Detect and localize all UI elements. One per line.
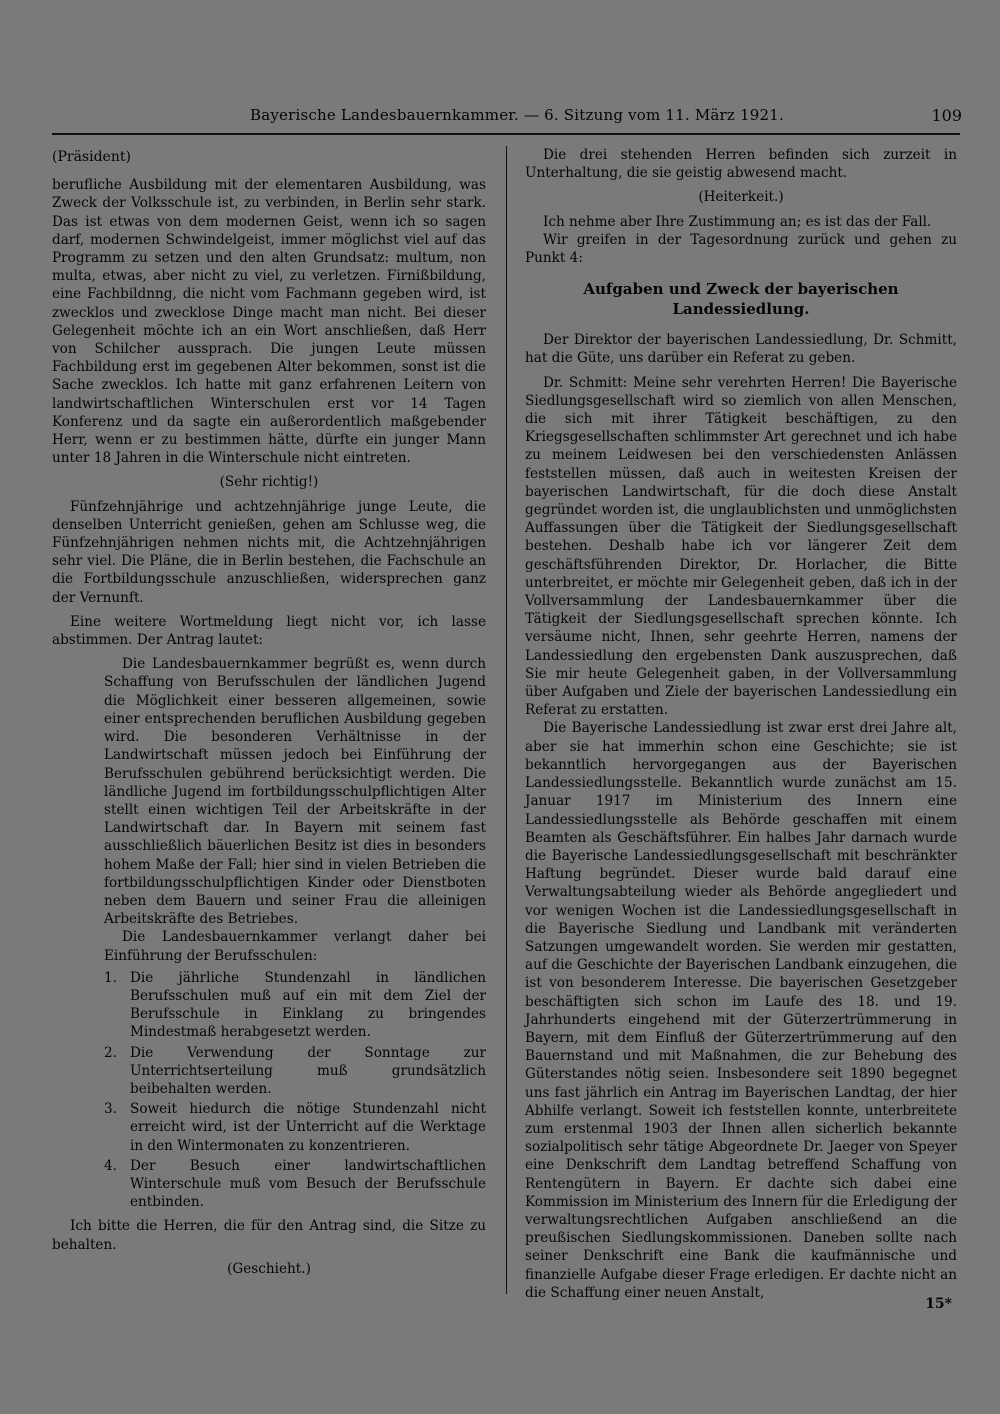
page-header: [50, 104, 962, 134]
item-text: Die Verwendung der Sonntage zur Unterrichtserteilung muß grundsätzlich beibehalten werden.: [130, 1044, 486, 1097]
item-number: 4.: [104, 1157, 117, 1174]
paragraph: Ich bitte die Herren, die für den Antrag sind, die Sitze zu behalten.: [52, 1218, 486, 1253]
paragraph: Fünfzehnjährige und achtzehnjährige junge Leute, die denselben Unterricht genießen, gehen am Schlusse weg, die Fünfzehnjährigen nehmen nichts mit, die Achtzehnjährigen sehr viel. Die Pläne, die in Berlin bestehen, die Fachschule an die Fortbildungsschule anzuschließen, widersprechen ganz der Vernunft.: [52, 498, 486, 606]
left-column: [52, 146, 486, 1284]
list-item: [104, 969, 486, 1042]
column-divider: [506, 146, 507, 1294]
interjection: (Heiterkeit.): [698, 189, 784, 206]
motion-list: [104, 969, 486, 1212]
paragraph: Ich nehme aber Ihre Zustimmung an; es ist das der Fall.: [543, 213, 932, 230]
paragraph: Der Direktor der bayerischen Landessiedlung, Dr. Schmitt, hat die Güte, uns darüber ein Referat zu geben.: [525, 332, 957, 367]
paragraph: Die drei stehenden Herren befinden sich zurzeit in Unterhaltung, die sie geistig abwesend macht.: [525, 147, 957, 182]
page-number: 109: [931, 106, 962, 125]
header-rule: [52, 133, 960, 135]
item-number: 3.: [104, 1101, 117, 1118]
item-number: 1.: [104, 969, 117, 986]
speaker-label: (Präsident): [52, 149, 131, 165]
paragraph: Eine weitere Wortmeldung liegt nicht vor, ich lasse abstimmen. Der Antrag lautet:: [52, 613, 486, 649]
sheet-signature: 15*: [925, 1296, 952, 1312]
right-column: [525, 146, 957, 1302]
interjection: (Sehr richtig!): [219, 474, 319, 491]
list-item: [104, 1157, 486, 1212]
item-text: Die jährliche Stundenzahl in ländlichen Berufsschulen muß auf ein mit dem Ziel der Berufsschule in Einklang zu bringendes Mindestmaß herabgesetzt werden.: [130, 969, 486, 1041]
list-item: [104, 1044, 486, 1099]
paragraph: berufliche Ausbildung mit der elementaren Ausbildung, was Zweck der Volksschule ist, zu verbinden, in Berlin sehr stark. Das ist etwas von dem modernen Geist, wenn ich so sagen darf, modernen Schwindelgeist, immer möglichst viel auf das Programm zu setzen und den alten Grundsatz: multum, non multa, etwas, aber nicht zu viel, zu verletzen. Firnißbildung, eine Fachbildnng, die nicht vom Fachmann gegeben wird, ist zwecklos und zwecklose Dinge macht man nicht. Bei dieser Gelegenheit möchte ich an ein Wort anschließen, daß Herr von Schilcher aussprach. Die jungen Leute müssen Fachbildung erst im gegebenen Alter bekommen, sonst ist die Sache zwecklos. Ich hatte mit ganz erfahrenen Leitern von landwirtschaftlichen Winterschulen erst vor 14 Tagen Konferenz und da sagte ein außerordentlich maßgebender Herr, wenn er zu bestimmen hätte, dürfte ein junger Mann unter 18 Jahren in die Winterschule nicht eintreten.: [52, 177, 486, 467]
running-title: Bayerische Landesbauernkammer. — 6. Sitzung vom 11. März 1921.: [250, 106, 784, 124]
list-item: [104, 1100, 486, 1155]
motion-text: [104, 655, 486, 1211]
paragraph: Die Bayerische Landessiedlung ist zwar erst drei Jahre alt, aber sie hat immerhin schon eine Geschichte; sie ist bekanntlich hervorgegangen aus der Bayerischen Landessiedlungsstelle. Bekanntlich wurde zunächst am 15. Januar 1917 im Ministerium des Innern eine Landessiedlungsstelle als Behörde geschaffen mit einem Beamten als Geschäftsführer. Ein halbes Jahr darnach wurde die Bayerische Landessiedlungsgesellschaft mit beschränkter Haftung begründet. Dieser wurde bald darauf eine Verwaltungsabteilung wieder als Behörde angegliedert und vor wenigen Wochen ist die Landessiedlungsgesellschaft in die Bayerische Siedlung und Landbank mit veränderten Satzungen umgewandelt worden. Sie werden mir gestatten, auf die Geschichte der Bayerischen Landbank einzugehen, die ist von besonderem Interesse. Die bayerischen Gesetzgeber beschäftigten sich schon im Laufe des 18. und 19. Jahrhunderts eingehend mit der Güterzertrümmerung in Bayern, mit dem Einfluß der Güterzertrümmerung auf den Bauernstand und mit Maßnahmen, die zur Behebung des Güterstandes nötig seien. Insbesondere seit 1890 begegnet uns fast jährlich ein Antrag im Bayerischen Landtag, der hier Abhilfe verlangt. Soweit ich feststellen konnte, unterbreitete zum erstenmal 1903 der Ihnen allen sicherlich bekannte sozialpolitisch sehr tätige Abgeordnete Dr. Jaeger von Speyer eine Denkschrift dem Landtag betreffend Schaffung von Rentengütern in Bayern. Er dachte sich dabei eine Kommission im Ministerium des Innern für die Erledigung der verwaltungsrechtlichen Aufgaben anschließend an die preußischen Siedlungskommissionen. Daneben sollte nach seiner Denkschrift eine Bank die kaufmännische und finanzielle Aufgabe dieser Frage erledigen. Er dachte nicht an die Schaffung einer neuen Anstalt,: [525, 720, 957, 1301]
item-text: Der Besuch einer landwirtschaftlichen Winterschule muß vom Besuch der Berufsschule entbinden.: [130, 1157, 486, 1211]
motion-paragraph: Die Landesbauernkammer verlangt daher bei Einführung der Berufsschulen:: [104, 929, 486, 964]
motion-paragraph: Die Landesbauernkammer begrüßt es, wenn durch Schaffung von Berufsschulen der ländlichen Jugend die Möglichkeit einer besseren allgemeinen, sowie einer entsprechenden beruflichen Ausbildung gegeben wird. Die besonderen Verhältnisse in der Landwirtschaft müssen jedoch bei Einführung der Berufsschulen gebührend berücksichtigt werden. Die ländliche Jugend im fortbildungsschulpflichtigen Alter stellt einen wichtigen Teil der Arbeitskräfte in der Landwirtschaft dar. In Bayern mit seinem fast ausschließlich bäuerlichen Besitz ist dies in besonders hohem Maße der Fall; hier sind in vielen Betrieben die fortbildungsschulpflichtigen Kinder oder Dienstboten neben dem Bauern und seiner Frau die alleinigen Arbeitskräfte des Betriebes.: [104, 656, 486, 928]
section-heading: Aufgaben und Zweck der bayerischen Landessiedlung.: [583, 280, 899, 319]
paragraph: Dr. Schmitt: Meine sehr verehrten Herren! Die Bayerische Siedlungsgesellschaft wird so ziemlich von allen Menschen, die sich mit ihrer Tätigkeit beschäftigen, zu den Kriegsgesellschaften schlimmster Art gerechnet und ich habe zu meinem Leidwesen bei den verschiedensten Anlässen feststellen müssen, daß auch in weitesten Kreisen der bayerischen Landwirtschaft, für die doch diese Anstalt gegründet worden ist, die unglaublichsten und unmöglichsten Auffassungen über die Tätigkeit der Siedlungsgesellschaft bestehen. Deshalb habe ich vor längerer Zeit dem geschäftsführenden Direktor, Dr. Horlacher, die Bitte unterbreitet, er möchte mir Gelegenheit geben, daß ich in der Vollversammlung der Landesbauernkammer über die Tätigkeit der Siedlungsgesellschaft sprechen könnte. Ich versäume nicht, Ihnen, sehr geehrte Herren, namens der Landessiedlung den ergebensten Dank auszusprechen, daß Sie mir heute Gelegenheit gaben, in der Vollversammlung über Aufgaben und Ziele der bayerischen Landessiedlung ein Referat zu erstatten.: [525, 374, 957, 719]
interjection: (Geschieht.): [227, 1260, 311, 1277]
item-text: Soweit hiedurch die nötige Stundenzahl nicht erreicht wird, ist der Unterricht auf die Werktage in den Wintermonaten zu konzentrieren.: [130, 1101, 486, 1154]
paragraph: Wir greifen in der Tagesordnung zurück und gehen zu Punkt 4:: [525, 231, 957, 267]
item-number: 2.: [104, 1044, 117, 1061]
